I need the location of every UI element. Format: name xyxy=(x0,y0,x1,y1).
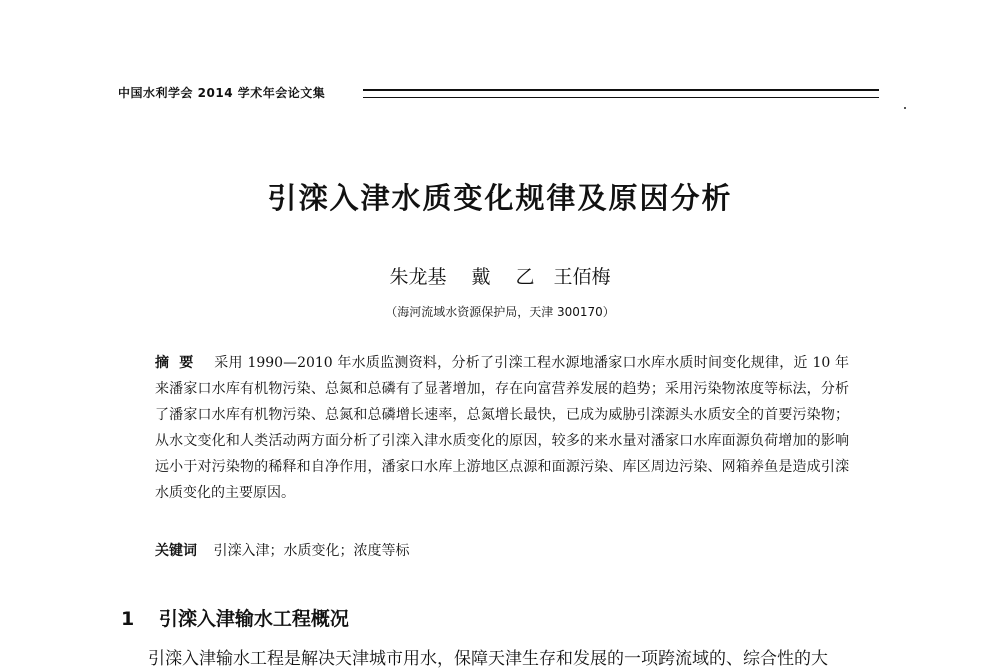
body-paragraph: 引滦入津输水工程是解决天津城市用水，保障天津生存和发展的一项跨流域的、综合性的大 xyxy=(148,649,828,669)
keywords-text: 引滦入津；水质变化；浓度等标 xyxy=(213,543,410,559)
section-number: 1 xyxy=(121,608,135,630)
section-title: 引滦入津输水工程概况 xyxy=(158,608,349,630)
paper-authors: 朱龙基 戴 乙 王佰梅 xyxy=(389,266,611,288)
abstract-text: 采用 1990—2010 年水质监测资料，分析了引滦工程水源地潘家口水库水质时间变化规律，近 10 年来潘家口水库有机物污染、总氮和总磷有了显著增加，存在向富营养发展的趋势；采用污染物浓度等标法，分析了潘家口水库有机物污染、总氮和总磷增长速率，总氮增长最快，已成为威胁引滦源头水质安全的首要污染物；从水文变化和人类活动两方面分析了引滦入津水质变化的原因，较多的来水量对潘家口水库面源负荷增加的影响远小于对污染物的稀释和自净作用，潘家口水库上游地区点源和面源污染、库区周边污染、网箱养鱼是造成引滦水质变化的主要原因。 xyxy=(155,355,850,501)
section-heading xyxy=(121,604,349,631)
paper-title: 引滦入津水质变化规律及原因分析 xyxy=(267,181,733,215)
paper-affiliation: （海河流域水资源保护局，天津 300170） xyxy=(385,305,615,319)
scan-speck xyxy=(904,107,906,109)
abstract-label: 摘要 xyxy=(155,355,204,371)
journal-header: 中国水利学会 2014 学术年会论文集 xyxy=(118,86,326,100)
keywords xyxy=(155,538,849,564)
keywords-label: 关键词 xyxy=(155,543,197,559)
abstract xyxy=(155,350,849,506)
header-rule xyxy=(363,89,879,98)
